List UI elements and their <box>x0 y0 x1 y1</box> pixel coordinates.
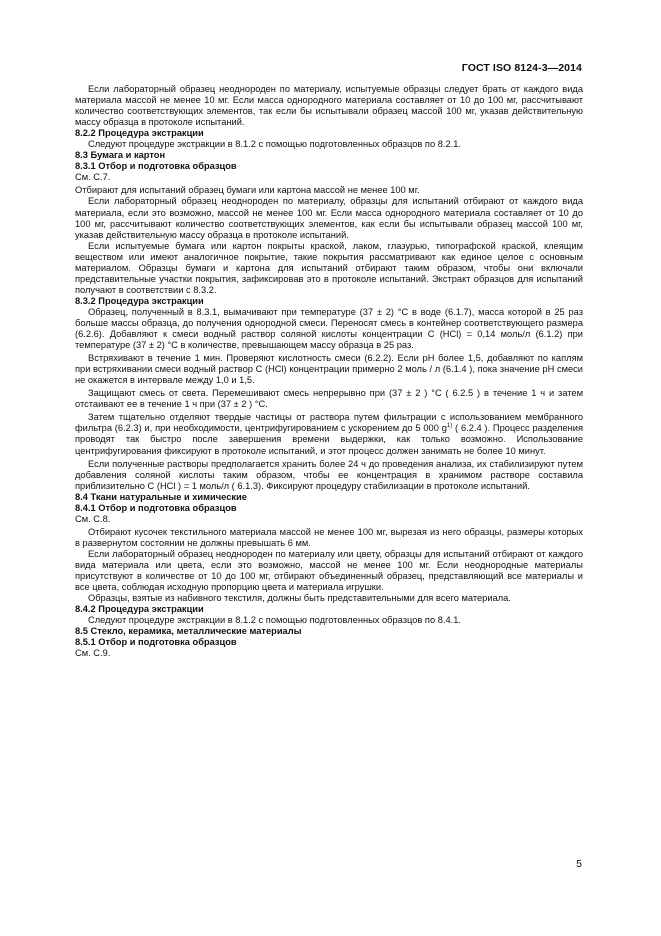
section-heading: 8.4 Ткани натуральные и химические <box>75 491 247 502</box>
paragraph: Образец, полученный в 8.3.1, вымачивают при температуре (37 ± 2) °C в воде (6.1.7), масса которой в 25 раз больше массы образца, до получения однородной смеси. Переносят смесь в контейнер соответствующего размера (6.2.6). Добавляют к смеси водный раствор соляной кислоты концентрации C (HCl) = 0,14 моль/л (6.1.2) при температуре (37 ± 2) °C в количестве, превышающем массу образца в 25 раз. <box>75 306 583 351</box>
paragraph: Отбирают кусочек текстильного материала массой не менее 100 мг, вырезая из него образцы, размеры которых в развернутом состоянии не должны превышать 6 мм. <box>75 526 583 548</box>
section-heading: 8.5.1 Отбор и подготовка образцов <box>75 637 237 648</box>
page-number: 5 <box>576 858 582 870</box>
section-heading: 8.3.2 Процедура экстракции <box>75 295 204 306</box>
document-body <box>75 84 583 659</box>
section-heading: 8.3.1 Отбор и подготовка образцов <box>75 161 237 172</box>
document-header: ГОСТ ISO 8124-3—2014 <box>461 62 582 74</box>
paragraph: Отбирают для испытаний образец бумаги или картона массой не менее 100 мг. <box>75 185 420 196</box>
paragraph: Защищают смесь от света. Перемешивают смесь непрерывно при (37 ± 2 ) °C ( 6.2.5 ) в течение 1 ч и затем отстаивают ее в течение 1 ч при (37 ± 2 ) °C. <box>75 388 583 410</box>
paragraph: Если лабораторный образец неоднороден по материалу, образцы для испытаний отбирают от каждого вида материала, если это возможно, массой не менее 100 мг. Если масса однородного материала составляет от 10 до 100 мг, рассчитывают количество соответствующих элементов, как если бы испытывали образец массой 100 мг, указав действительную массу образца в протоколе испытаний. <box>75 196 583 240</box>
paragraph: Затем тщательно отделяют твердые частицы от раствора путем фильтрации с использованием мембранного фильтра (6.2.3) и, при необходимости, центрифугированием с ускорением до 5 000 $g^{1)}$ ( 6.2.4 ). Процесс разделения проводят так быстро после завершения времени выдержки, как только возможно. Использование центрифугирования фиксируют в протоколе испытаний, и этот процесс должен занимать не более 10 минут. <box>75 412 583 456</box>
section-heading: 8.4.2 Процедура экстракции <box>75 604 204 615</box>
paragraph: Если лабораторный образец неоднороден по материалу, испытуемые образцы следует брать от каждого вида материала массой не менее 10 мг. Если масса однородного материала составляет от 10 до 100 мг, рассчитывают количество соответствующих элементов, так если бы испытывали образец массой 100 мг, указав действительную массу образца в протоколе испытаний. <box>75 84 583 128</box>
paragraph: Если испытуемые бумага или картон покрыты краской, лаком, глазурью, типографской краской, клеящим веществом или имеют аналогичное покрытие, такие покрытия рассматривают как единое целое с основным материалом. Образцы бумаги и картона для испытаний отбирают таким образом, чтобы они включали представительные участки покрытия, зафиксировав это в протоколе испытаний. Экстракт образцов для испытаний получают в соответствии с 8.3.2. <box>75 240 583 295</box>
paragraph: Следуют процедуре экстракции в 8.1.2 с помощью подготовленных образцов по 8.2.1. <box>88 139 461 150</box>
paragraph: Встряхивают в течение 1 мин. Проверяют кислотность смеси (6.2.2). Если pH более 1,5, добавляют по каплям при встряхивании смеси водный раствор C (HCl) концентрации примерно 2 моль / л (6.1.4 ), пока значение pH смеси не окажется в интервале между 1,0 и 1,5. <box>75 353 583 386</box>
section-heading: 8.4.1 Отбор и подготовка образцов <box>75 502 237 513</box>
paragraph: Следуют процедуре экстракции в 8.1.2 с помощью подготовленных образцов по 8.4.1. <box>88 615 461 626</box>
paragraph: Если лабораторный образец неоднороден по материалу или цвету, образцы для испытаний отбирают от каждого вида материала или цвета, если это возможно, массой не менее 100 мг. Если неоднородные материалы присутствуют в количестве от 10 до 100 мг, отбирают объединенный образец, представляющий все материалы и все цвета, соблюдая исходную пропорцию цвета и материала игрушки. <box>75 548 583 593</box>
paragraph: Образцы, взятые из набивного текстиля, должны быть представительными для всего материала. <box>88 593 511 604</box>
section-heading: 8.5 Стекло, керамика, металлические материалы <box>75 626 302 637</box>
paragraph: См. С.7. <box>75 172 111 183</box>
section-heading: 8.2.2 Процедура экстракции <box>75 128 204 139</box>
paragraph: См. С.8. <box>75 513 111 524</box>
paragraph: Если полученные растворы предполагается хранить более 24 ч до проведения анализа, их стабилизируют путем добавления соляной кислоты таким образом, чтобы ее концентрация в хранимом растворе составила приблизительно C (HCl ) = 1 моль/л ( 6.1.3). Фиксируют процедуру стабилизации в протоколе испытаний. <box>75 458 583 491</box>
paragraph: См. С.9. <box>75 648 111 659</box>
section-heading: 8.3 Бумага и картон <box>75 150 166 161</box>
